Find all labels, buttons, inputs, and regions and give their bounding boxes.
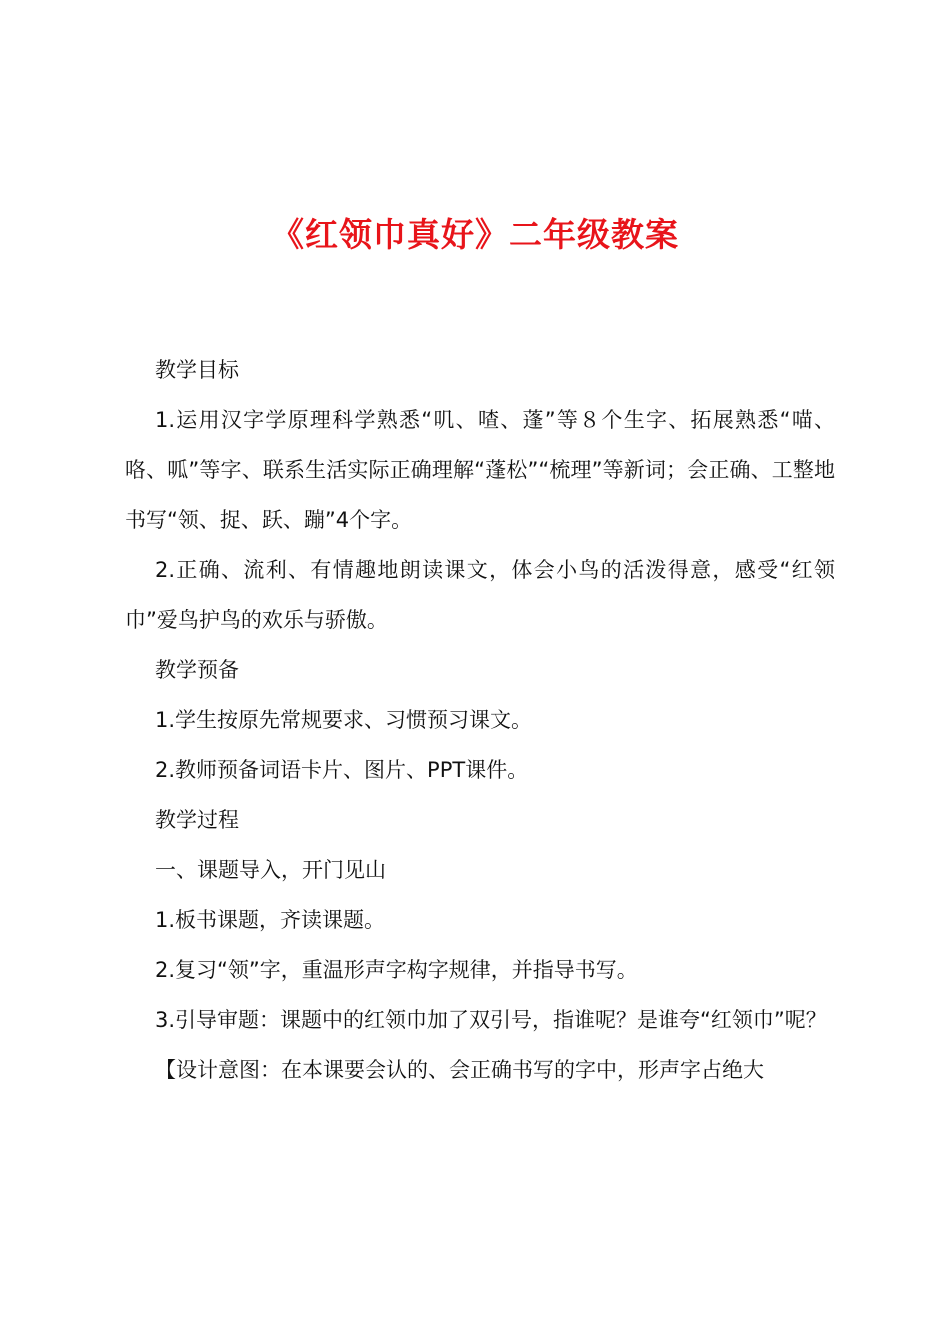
process-step-3: 3.引导审题：课题中的红领巾加了双引号，指谁呢？是谁夸“红领巾”呢？ bbox=[155, 1008, 827, 1032]
document-body bbox=[125, 345, 835, 1095]
process-step-2: 2.复习“领”字，重温形声字构字规律，并指导书写。 bbox=[155, 958, 638, 982]
heading-preparation: 教学预备 bbox=[155, 658, 239, 682]
document-title: 《红领巾真好》二年级教案 bbox=[271, 215, 679, 254]
heading-process: 教学过程 bbox=[155, 808, 239, 832]
design-intent-note: 【设计意图：在本课要会认的、会正确书写的字中，形声字占绝大 bbox=[155, 1058, 764, 1082]
heading-objectives: 教学目标 bbox=[155, 358, 239, 382]
objective-2: 2.正确、流利、有情趣地朗读课文，体会小鸟的活泼得意，感受“红领巾”爱鸟护鸟的欢乐与骄傲。 bbox=[125, 558, 835, 632]
process-section-1: 一、课题导入，开门见山 bbox=[155, 858, 386, 882]
preparation-1: 1.学生按原先常规要求、习惯预习课文。 bbox=[155, 708, 533, 732]
process-step-1: 1.板书课题，齐读课题。 bbox=[155, 908, 386, 932]
objective-1: 1.运用汉字学原理科学熟悉“叽、喳、蓬”等８个生字、拓展熟悉“喵、咯、呱”等字、联系生活实际正确理解“蓬松”“梳理”等新词；会正确、工整地书写“领、捉、跃、蹦”4个字。 bbox=[125, 408, 835, 532]
preparation-2: 2.教师预备词语卡片、图片、PPT课件。 bbox=[155, 758, 529, 782]
